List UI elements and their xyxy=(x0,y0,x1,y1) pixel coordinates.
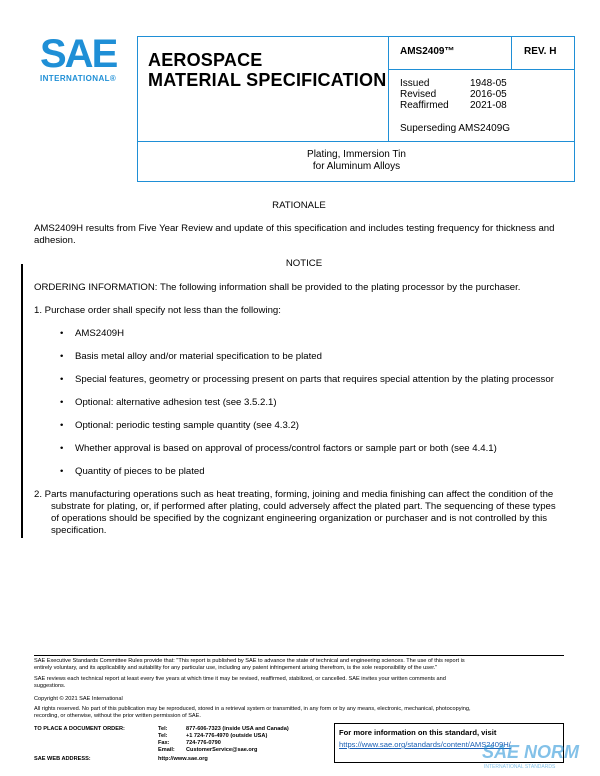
review-text xyxy=(34,676,446,690)
document-subject xyxy=(138,149,575,173)
sae-logo xyxy=(40,32,120,86)
rationale-heading: RATIONALE xyxy=(272,200,326,211)
footer-divider xyxy=(34,655,564,656)
list-item: Optional: periodic testing sample quantity (see 4.3.2) xyxy=(75,420,299,431)
paragraph-line: 2. Parts manufacturing operations such as heat treating, forming, joining and media finishing can affect the condition of the xyxy=(34,489,554,500)
footer-line: recording, or otherwise, without the prior written permission of SAE. xyxy=(34,713,201,719)
header-divider xyxy=(388,69,575,70)
ordering-information: ORDERING INFORMATION: The following information shall be provided to the plating processor by the purchaser. xyxy=(34,282,521,293)
contact-email[interactable]: CustomerService@sae.org xyxy=(186,747,258,753)
bullet-marker: • xyxy=(60,351,64,362)
issued-label: Issued xyxy=(400,78,430,89)
watermark-subtext: INTERNATIONAL STANDARDS xyxy=(484,764,556,770)
contact-label: Fax: xyxy=(158,740,170,746)
contact-label: Tel: xyxy=(158,733,168,739)
subject-line-2: for Aluminum Alloys xyxy=(312,161,401,172)
contact-label: Email: xyxy=(158,747,175,753)
footer-line: suggestions. xyxy=(34,683,66,689)
header-divider xyxy=(388,37,389,141)
footer-line: All rights reserved. No part of this publication may be reproduced, stored in a retrieval system or transmitted, in any form or by any means, electronic, mechanical, photocopying, xyxy=(34,706,471,712)
web-address-link[interactable]: http://www.sae.org xyxy=(158,756,208,762)
bullet-marker: • xyxy=(60,374,64,385)
web-address-label: SAE WEB ADDRESS: xyxy=(34,756,91,762)
header-divider xyxy=(138,141,575,142)
reaffirmed-value: 2021-08 xyxy=(470,100,507,111)
more-info-title: For more information on this standard, visit xyxy=(339,728,497,737)
bullet-marker: • xyxy=(60,328,64,339)
sae-logo-letters: SAE xyxy=(40,32,117,76)
purchase-order-item: 1. Purchase order shall specify not less than the following: xyxy=(34,305,281,316)
order-label: TO PLACE A DOCUMENT ORDER: xyxy=(34,726,125,732)
manufacturing-operations-item xyxy=(34,489,556,537)
document-number: AMS2409™ xyxy=(400,46,455,57)
rights-text xyxy=(34,706,471,720)
bullet-marker: • xyxy=(60,443,64,454)
sae-logo-subtitle: INTERNATIONAL® xyxy=(40,74,117,83)
contact-label: Tel: xyxy=(158,726,168,732)
list-item: Optional: alternative adhesion test (see 3.5.2.1) xyxy=(75,397,277,408)
copyright: Copyright © 2021 SAE International xyxy=(34,696,123,702)
document-type-title xyxy=(148,50,386,90)
header-divider xyxy=(511,37,512,70)
footer-line: SAE reviews each technical report at least every five years at which time it may be revised, reaffirmed, stabilized, or cancelled. SAE invites your written comments and xyxy=(34,676,446,682)
list-item: AMS2409H xyxy=(75,328,125,339)
bullet-marker: • xyxy=(60,397,64,408)
contact-value: 724-776-0790 xyxy=(186,740,221,746)
sae-norm-watermark xyxy=(482,738,600,776)
bullet-marker: • xyxy=(60,420,64,431)
list-item: Whether approval is based on approval of process/control factors or sample part or both (see 4.4.1) xyxy=(75,443,497,454)
revised-value: 2016-05 xyxy=(470,89,507,100)
list-item: Basis metal alloy and/or material specification to be plated xyxy=(75,351,322,362)
paragraph-line: substrate for plating, or, if performed after plating, could adversely affect the plated part. The sequencing of these types xyxy=(51,501,556,512)
standard-link[interactable]: https://www.sae.org/standards/content/AMS2409H/ xyxy=(339,740,511,749)
rationale-text xyxy=(34,223,574,247)
paragraph-line: specification. xyxy=(51,525,107,536)
contact-value: 877-606-7323 (inside USA and Canada) xyxy=(186,726,289,732)
revised-label: Revised xyxy=(400,89,437,100)
footer-line: SAE Executive Standards Committee Rules provide that: "This report is published by SAE to advance the state of technical and engineering sciences. The use of this report is xyxy=(34,658,465,664)
committee-rules-text xyxy=(34,658,465,672)
reaffirmed-label: Reaffirmed xyxy=(400,100,449,111)
rationale-line: AMS2409H results from Five Year Review and update of this specification and includes testing frequency for thickness and xyxy=(34,223,555,234)
title-line-1: AEROSPACE xyxy=(148,50,263,70)
revision-label: REV. H xyxy=(524,46,557,57)
issued-value: 1948-05 xyxy=(470,78,507,89)
paragraph-line: of operations should be specified by the cognizant engineering organization or purchaser and is not controlled by this xyxy=(51,513,547,524)
watermark-text: SAE NORM xyxy=(482,742,580,762)
contact-value: +1 724-776-4970 (outside USA) xyxy=(186,733,268,739)
superseding-note: Superseding AMS2409G xyxy=(400,123,511,134)
bullet-marker: • xyxy=(60,466,64,477)
title-line-2: MATERIAL SPECIFICATION xyxy=(148,70,387,90)
list-item: Quantity of pieces to be plated xyxy=(75,466,205,477)
notice-heading: NOTICE xyxy=(285,258,323,269)
list-item: Special features, geometry or processing present on parts that requires special attention by the plating processor xyxy=(75,374,554,385)
footer-line: entirely voluntary, and its applicability and suitability for any particular use, including any patent infringement arising therefrom, is the sole responsibility of the user." xyxy=(34,665,438,671)
rationale-line: adhesion. xyxy=(34,235,76,246)
subject-line-1: Plating, Immersion Tin xyxy=(307,149,406,160)
change-bar xyxy=(21,264,23,538)
